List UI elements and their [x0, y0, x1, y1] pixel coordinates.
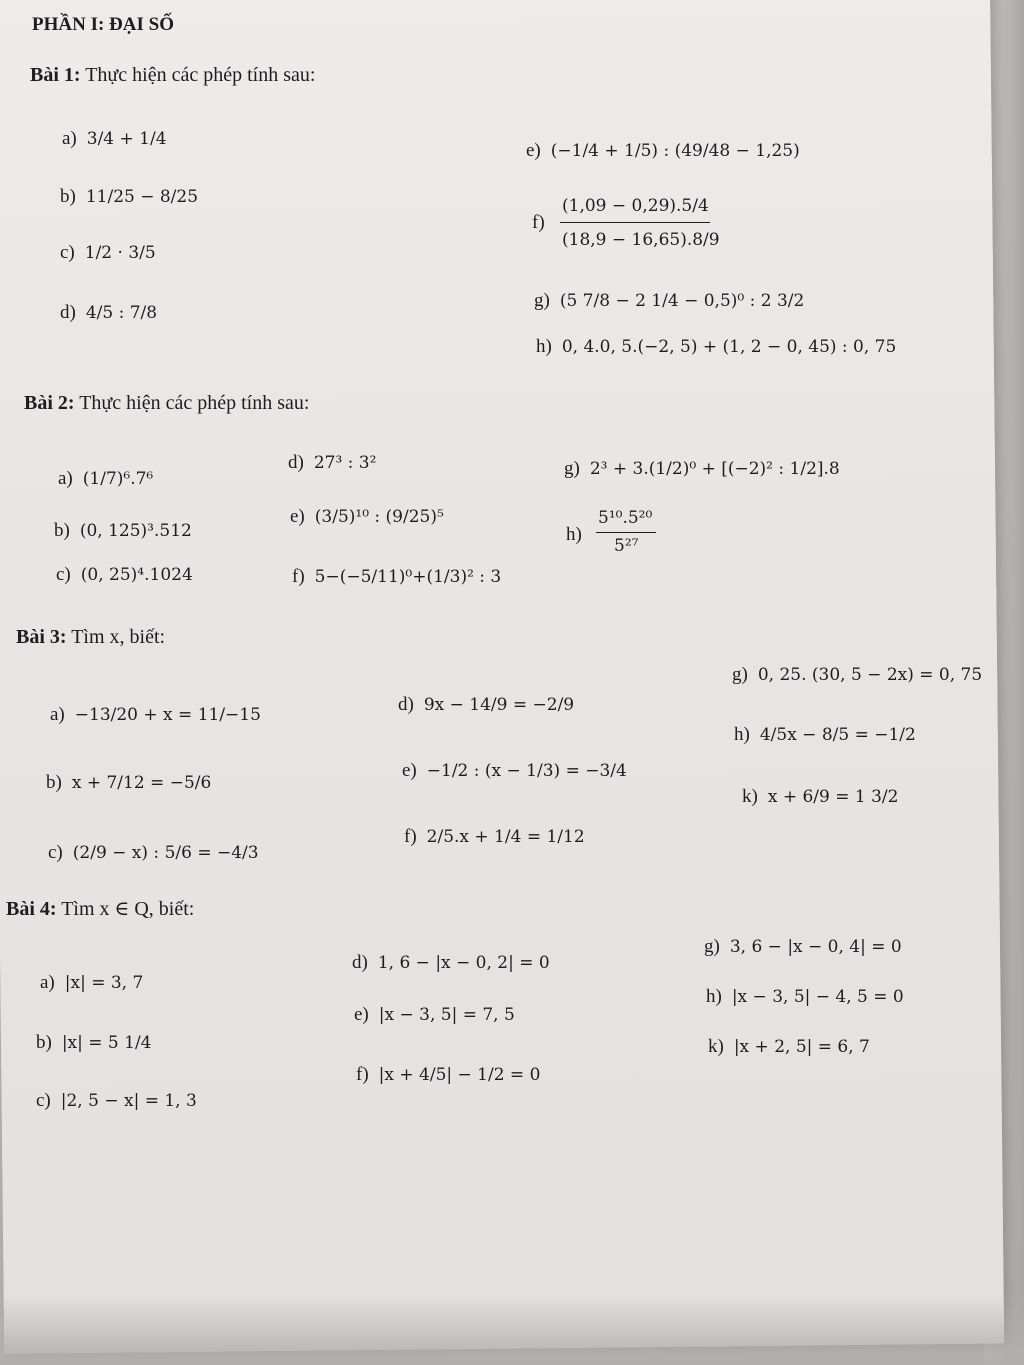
ex1-item-a: a) 3/4 + 1/4	[62, 128, 167, 149]
ex2-item-f: f) 5−(−5/11)⁰+(1/3)² : 3	[292, 566, 502, 587]
ex4-item-d: d) 1, 6 − |x − 0, 2| = 0	[352, 952, 550, 973]
ex2-item-g: g) 2³ + 3.(1/2)⁰ + [(−2)² : 1/2].8	[564, 458, 840, 479]
ex1-item-h: h) 0, 4.0, 5.(−2, 5) + (1, 2 − 0, 45) : 0, 75	[536, 336, 897, 357]
ex4-item-h: h) |x − 3, 5| − 4, 5 = 0	[706, 986, 904, 1007]
ex1-item-b: b) 11/25 − 8/25	[60, 186, 199, 207]
ex2-h-denominator: 5²⁷	[614, 536, 639, 556]
ex3-item-e: e) −1/2 : (x − 1/3) = −3/4	[402, 760, 627, 781]
ex3-item-f: f) 2/5.x + 1/4 = 1/12	[404, 826, 585, 847]
ex4-item-a: a) |x| = 3, 7	[40, 972, 144, 993]
ex4-item-f: f) |x + 4/5| − 1/2 = 0	[356, 1064, 541, 1085]
exercise-4-title: Bài 4: Tìm x ∈ Q, biết:	[6, 898, 195, 920]
ex4-item-c: c) |2, 5 − x| = 1, 3	[36, 1090, 197, 1111]
ex3-item-k: k) x + 6/9 = 1 3/2	[742, 786, 899, 807]
exercise-2-title: Bài 2: Thực hiện các phép tính sau:	[24, 392, 310, 414]
ex3-item-b: b) x + 7/12 = −5/6	[46, 772, 212, 793]
ex2-item-e: e) (3/5)¹⁰ : (9/25)⁵	[290, 506, 444, 527]
ex2-h-numerator: 5¹⁰.5²⁰	[598, 508, 653, 528]
ex4-item-k: k) |x + 2, 5| = 6, 7	[708, 1036, 870, 1057]
ex3-item-g: g) 0, 25. (30, 5 − 2x) = 0, 75	[732, 664, 983, 685]
ex4-item-b: b) |x| = 5 1/4	[36, 1032, 152, 1053]
ex1-item-d: d) 4/5 : 7/8	[60, 302, 158, 323]
ex2-item-b: b) (0, 125)³.512	[54, 520, 192, 541]
exercise-3-title: Bài 3: Tìm x, biết:	[16, 626, 166, 648]
ex4-item-g: g) 3, 6 − |x − 0, 4| = 0	[704, 936, 902, 957]
ex4-item-e: e) |x − 3, 5| = 7, 5	[354, 1004, 515, 1025]
ex2-item-d: d) 27³ : 3²	[288, 452, 377, 473]
ex1-item-g: g) (5 7/8 − 2 1/4 − 0,5)⁰ : 2 3/2	[534, 290, 805, 311]
ex3-item-c: c) (2/9 − x) : 5/6 = −4/3	[48, 842, 259, 863]
ex3-item-d: d) 9x − 14/9 = −2/9	[398, 694, 575, 715]
ex3-item-a: a) −13/20 + x = 11/−15	[50, 704, 261, 725]
ex1-f-denominator: (18,9 − 16,65).8/9	[562, 230, 720, 250]
ex1-f-numerator: (1,09 − 0,29).5/4	[562, 196, 709, 216]
ex2-h-fraction-bar	[596, 532, 656, 533]
ex2-item-c: c) (0, 25)⁴.1024	[56, 564, 193, 585]
ex2-item-a: a) (1/7)⁶.7⁶	[58, 468, 154, 489]
exercise-1-title: Bài 1: Thực hiện các phép tính sau:	[30, 64, 316, 86]
ex1-item-e: e) (−1/4 + 1/5) : (49/48 − 1,25)	[526, 140, 800, 161]
part-title: PHẦN I: ĐẠI SỐ	[32, 14, 174, 35]
ex1-f-fraction-bar	[560, 222, 710, 223]
ex2-item-h: h)	[566, 524, 582, 545]
page-bottom-shadow	[0, 1295, 1024, 1365]
ex3-item-h: h) 4/5x − 8/5 = −1/2	[734, 724, 916, 745]
ex1-item-f: f)	[532, 212, 545, 233]
ex1-item-c: c) 1/2 · 3/5	[60, 242, 156, 263]
